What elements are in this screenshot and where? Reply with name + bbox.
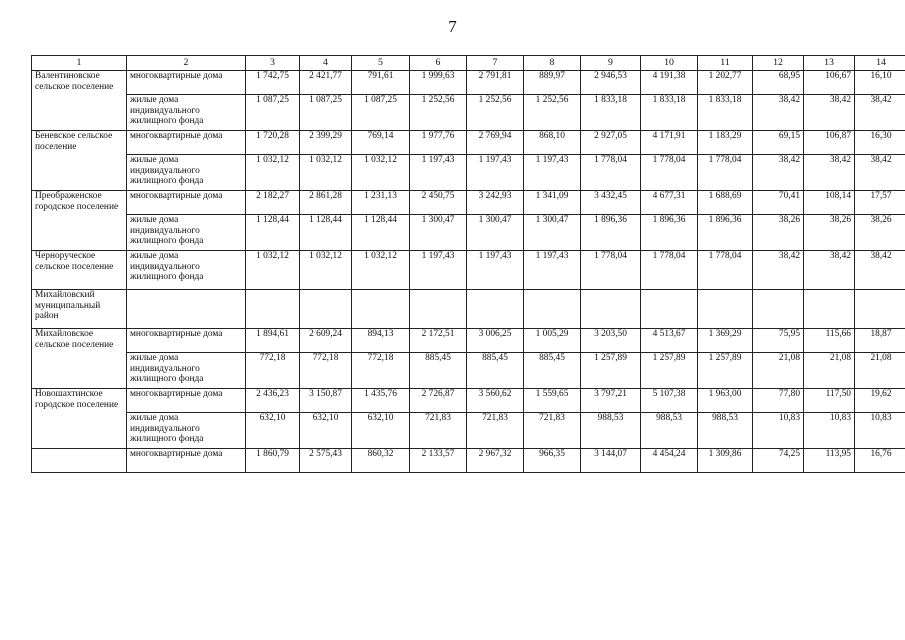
value-cell: 3 144,07	[581, 449, 641, 473]
value-cell: 38,42	[855, 155, 905, 191]
housing-type-cell: многоквартирные дома	[127, 71, 246, 95]
value-cell: 16,10	[855, 71, 905, 95]
housing-type-cell: жилые дома индивидуального жилищного фонда	[127, 155, 246, 191]
settlement-name-cell: Беневское сельское поселение	[32, 131, 127, 191]
value-cell: 1 896,36	[581, 215, 641, 251]
value-cell: 10,83	[804, 413, 855, 449]
value-cell: 1 300,47	[467, 215, 524, 251]
table-row	[32, 155, 905, 191]
column-number-cell: 3	[246, 56, 300, 71]
value-cell: 1 252,56	[524, 95, 581, 131]
value-cell: 721,83	[524, 413, 581, 449]
value-cell: 1 231,13	[352, 191, 410, 215]
table-row	[32, 449, 905, 473]
value-cell: 1 720,28	[246, 131, 300, 155]
value-cell: 38,42	[804, 95, 855, 131]
value-cell: 16,76	[855, 449, 905, 473]
value-cell: 632,10	[300, 413, 352, 449]
value-cell: 1 963,00	[698, 389, 753, 413]
table-row	[32, 131, 905, 155]
value-cell: 38,26	[753, 215, 804, 251]
table-row	[32, 329, 905, 353]
value-cell: 1 778,04	[698, 155, 753, 191]
value-cell: 1 252,56	[410, 95, 467, 131]
value-cell: 885,45	[467, 353, 524, 389]
value-cell: 1 999,63	[410, 71, 467, 95]
value-cell: 1 833,18	[698, 95, 753, 131]
column-number-row	[32, 56, 905, 71]
value-cell: 4 677,31	[641, 191, 698, 215]
value-cell: 38,26	[804, 215, 855, 251]
value-cell: 885,45	[410, 353, 467, 389]
column-number-cell: 2	[127, 56, 246, 71]
settlement-name-cell: Михайловский муниципальный район	[32, 290, 127, 329]
value-cell: 10,83	[855, 413, 905, 449]
value-cell: 38,26	[855, 215, 905, 251]
value-cell: 4 454,24	[641, 449, 698, 473]
settlement-name-cell: Валентиновское сельское поселение	[32, 71, 127, 131]
value-cell	[804, 290, 855, 329]
value-cell: 106,67	[804, 71, 855, 95]
housing-type-cell: многоквартирные дома	[127, 329, 246, 353]
value-cell: 966,35	[524, 449, 581, 473]
value-cell: 1 197,43	[410, 155, 467, 191]
value-cell: 4 513,67	[641, 329, 698, 353]
value-cell: 1 183,29	[698, 131, 753, 155]
column-number-cell: 14	[855, 56, 905, 71]
value-cell: 1 128,44	[246, 215, 300, 251]
value-cell: 988,53	[581, 413, 641, 449]
housing-type-cell: жилые дома индивидуального жилищного фонда	[127, 413, 246, 449]
value-cell: 1 559,65	[524, 389, 581, 413]
value-cell: 3 150,87	[300, 389, 352, 413]
value-cell: 74,25	[753, 449, 804, 473]
value-cell: 69,15	[753, 131, 804, 155]
housing-type-cell: многоквартирные дома	[127, 449, 246, 473]
value-cell: 38,42	[753, 155, 804, 191]
settlement-name-cell	[32, 449, 127, 473]
value-cell: 17,57	[855, 191, 905, 215]
value-cell: 10,83	[753, 413, 804, 449]
column-number-cell: 13	[804, 56, 855, 71]
housing-type-cell: жилые дома индивидуального жилищного фонда	[127, 353, 246, 389]
housing-type-cell: жилые дома индивидуального жилищного фонда	[127, 215, 246, 251]
value-cell: 1 778,04	[698, 251, 753, 290]
value-cell: 772,18	[300, 353, 352, 389]
table-row	[32, 215, 905, 251]
value-cell: 1 005,29	[524, 329, 581, 353]
value-cell: 1 257,89	[698, 353, 753, 389]
value-cell: 1 252,56	[467, 95, 524, 131]
column-number-cell: 10	[641, 56, 698, 71]
value-cell: 868,10	[524, 131, 581, 155]
value-cell: 1 032,12	[246, 155, 300, 191]
value-cell: 70,41	[753, 191, 804, 215]
value-cell	[352, 290, 410, 329]
value-cell: 38,42	[855, 95, 905, 131]
value-cell: 1 833,18	[581, 95, 641, 131]
value-cell	[246, 290, 300, 329]
value-cell: 772,18	[246, 353, 300, 389]
value-cell: 791,61	[352, 71, 410, 95]
value-cell: 3 432,45	[581, 191, 641, 215]
value-cell: 21,08	[753, 353, 804, 389]
value-cell	[410, 290, 467, 329]
value-cell: 108,14	[804, 191, 855, 215]
value-cell: 4 171,91	[641, 131, 698, 155]
housing-type-cell	[127, 290, 246, 329]
value-cell: 18,87	[855, 329, 905, 353]
value-cell: 68,95	[753, 71, 804, 95]
table-row	[32, 413, 905, 449]
value-cell: 2 436,23	[246, 389, 300, 413]
column-number-cell: 7	[467, 56, 524, 71]
value-cell: 1 778,04	[581, 155, 641, 191]
housing-type-cell: многоквартирные дома	[127, 191, 246, 215]
value-cell: 988,53	[698, 413, 753, 449]
value-cell: 1 309,86	[698, 449, 753, 473]
value-cell: 16,30	[855, 131, 905, 155]
settlement-name-cell: Новошахтинское городское поселение	[32, 389, 127, 449]
value-cell: 1 087,25	[300, 95, 352, 131]
value-cell: 1 087,25	[352, 95, 410, 131]
settlement-name-cell: Михайловское сельское поселение	[32, 329, 127, 389]
value-cell: 1 032,12	[246, 251, 300, 290]
value-cell	[855, 290, 905, 329]
column-number-cell: 6	[410, 56, 467, 71]
value-cell: 38,42	[753, 95, 804, 131]
column-number-cell: 9	[581, 56, 641, 71]
value-cell: 2 421,77	[300, 71, 352, 95]
value-cell: 2 946,53	[581, 71, 641, 95]
table-row	[32, 191, 905, 215]
value-cell: 4 191,38	[641, 71, 698, 95]
value-cell	[300, 290, 352, 329]
value-cell: 772,18	[352, 353, 410, 389]
value-cell: 1 896,36	[698, 215, 753, 251]
value-cell: 77,80	[753, 389, 804, 413]
value-cell: 2 133,57	[410, 449, 467, 473]
value-cell: 860,32	[352, 449, 410, 473]
value-cell: 894,13	[352, 329, 410, 353]
value-cell: 1 778,04	[641, 155, 698, 191]
value-cell: 1 197,43	[467, 251, 524, 290]
value-cell: 2 769,94	[467, 131, 524, 155]
value-cell: 3 560,62	[467, 389, 524, 413]
value-cell: 2 182,27	[246, 191, 300, 215]
value-cell: 721,83	[410, 413, 467, 449]
value-cell: 1 435,76	[352, 389, 410, 413]
value-cell: 117,50	[804, 389, 855, 413]
value-cell: 2 575,43	[300, 449, 352, 473]
value-cell: 106,87	[804, 131, 855, 155]
value-cell: 2 967,32	[467, 449, 524, 473]
value-cell: 2 927,05	[581, 131, 641, 155]
value-cell: 1 894,61	[246, 329, 300, 353]
value-cell: 1 257,89	[581, 353, 641, 389]
value-cell	[698, 290, 753, 329]
table-row	[32, 95, 905, 131]
column-number-cell: 1	[32, 56, 127, 71]
value-cell	[753, 290, 804, 329]
table-row	[32, 389, 905, 413]
housing-type-cell: жилые дома индивидуального жилищного фонда	[127, 251, 246, 290]
value-cell: 75,95	[753, 329, 804, 353]
value-cell: 2 791,81	[467, 71, 524, 95]
value-cell: 21,08	[855, 353, 905, 389]
value-cell: 2 609,24	[300, 329, 352, 353]
housing-type-cell: многоквартирные дома	[127, 389, 246, 413]
value-cell: 38,42	[753, 251, 804, 290]
value-cell: 3 797,21	[581, 389, 641, 413]
value-cell: 1 197,43	[524, 251, 581, 290]
value-cell: 1 688,69	[698, 191, 753, 215]
value-cell: 1 032,12	[352, 251, 410, 290]
value-cell: 19,62	[855, 389, 905, 413]
value-cell: 1 742,75	[246, 71, 300, 95]
value-cell	[641, 290, 698, 329]
value-cell	[524, 290, 581, 329]
column-number-cell: 4	[300, 56, 352, 71]
value-cell: 889,97	[524, 71, 581, 95]
value-cell: 3 006,25	[467, 329, 524, 353]
value-cell: 2 726,87	[410, 389, 467, 413]
value-cell: 1 300,47	[410, 215, 467, 251]
value-cell: 1 778,04	[581, 251, 641, 290]
table-row	[32, 290, 905, 329]
housing-type-cell: многоквартирные дома	[127, 131, 246, 155]
value-cell: 2 399,29	[300, 131, 352, 155]
value-cell: 1 300,47	[524, 215, 581, 251]
value-cell: 1 032,12	[300, 251, 352, 290]
value-cell: 21,08	[804, 353, 855, 389]
value-cell: 1 202,77	[698, 71, 753, 95]
value-cell: 2 172,51	[410, 329, 467, 353]
value-cell: 1 197,43	[410, 251, 467, 290]
value-cell: 38,42	[804, 251, 855, 290]
value-cell: 1 833,18	[641, 95, 698, 131]
value-cell: 1 257,89	[641, 353, 698, 389]
value-cell: 1 128,44	[352, 215, 410, 251]
value-cell: 632,10	[352, 413, 410, 449]
value-cell: 769,14	[352, 131, 410, 155]
value-cell: 1 341,09	[524, 191, 581, 215]
column-number-cell: 11	[698, 56, 753, 71]
value-cell: 5 107,38	[641, 389, 698, 413]
value-cell: 885,45	[524, 353, 581, 389]
value-cell: 1 087,25	[246, 95, 300, 131]
table-row	[32, 251, 905, 290]
value-cell: 988,53	[641, 413, 698, 449]
column-number-cell: 12	[753, 56, 804, 71]
value-cell: 2 861,28	[300, 191, 352, 215]
value-cell: 1 896,36	[641, 215, 698, 251]
value-cell: 632,10	[246, 413, 300, 449]
value-cell: 1 369,29	[698, 329, 753, 353]
value-cell: 115,66	[804, 329, 855, 353]
value-cell: 1 197,43	[467, 155, 524, 191]
value-cell	[581, 290, 641, 329]
value-cell: 3 242,93	[467, 191, 524, 215]
housing-type-cell: жилые дома индивидуального жилищного фонда	[127, 95, 246, 131]
value-cell: 1 032,12	[300, 155, 352, 191]
value-cell: 1 197,43	[524, 155, 581, 191]
value-cell: 2 450,75	[410, 191, 467, 215]
table-row	[32, 71, 905, 95]
column-number-cell: 8	[524, 56, 581, 71]
settlement-name-cell: Преображенское городское поселение	[32, 191, 127, 251]
value-cell: 1 977,76	[410, 131, 467, 155]
table-row	[32, 353, 905, 389]
value-cell: 1 032,12	[352, 155, 410, 191]
page-number: 7	[448, 17, 457, 36]
value-cell	[467, 290, 524, 329]
value-cell: 38,42	[804, 155, 855, 191]
value-cell: 3 203,50	[581, 329, 641, 353]
settlement-name-cell: Черноруческое сельское поселение	[32, 251, 127, 290]
value-cell: 1 860,79	[246, 449, 300, 473]
value-cell: 113,95	[804, 449, 855, 473]
tariff-table	[31, 55, 905, 473]
value-cell: 1 778,04	[641, 251, 698, 290]
value-cell: 1 128,44	[300, 215, 352, 251]
value-cell: 38,42	[855, 251, 905, 290]
value-cell: 721,83	[467, 413, 524, 449]
column-number-cell: 5	[352, 56, 410, 71]
